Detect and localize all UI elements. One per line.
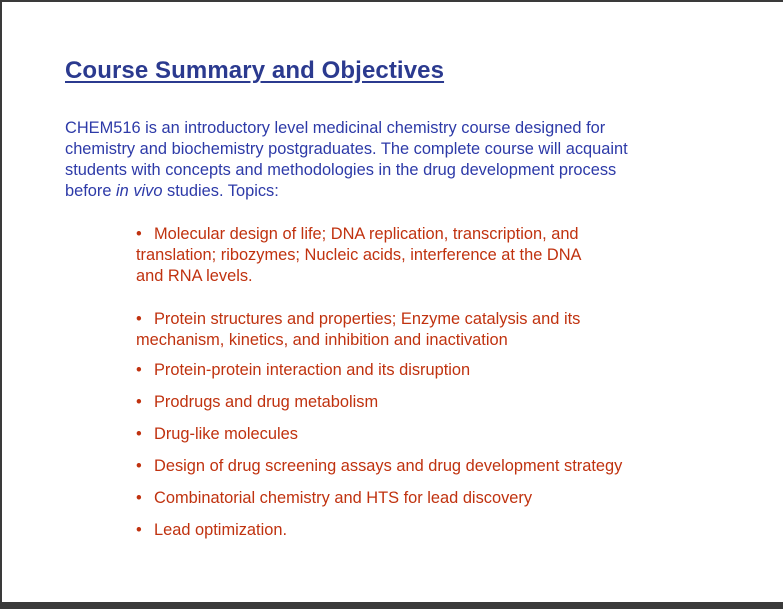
- bullet-icon: •: [136, 310, 142, 328]
- topic-text: Drug-like molecules: [154, 425, 298, 443]
- topic-line: [136, 309, 580, 330]
- bullet-icon: •: [136, 225, 142, 243]
- intro-line-3: students with concepts and methodologies in the drug development process: [65, 161, 617, 179]
- topic-text: Protein-protein interaction and its disruption: [154, 361, 471, 379]
- bullet-icon: •: [136, 361, 142, 379]
- intro-line-4: [65, 181, 705, 202]
- topic-line: [136, 488, 532, 509]
- topic-text: Design of drug screening assays and drug development strategy: [154, 457, 623, 475]
- bullet-icon: •: [136, 457, 142, 475]
- topic-item: [136, 360, 470, 381]
- document-page: [2, 2, 783, 602]
- topic-item: [136, 224, 581, 287]
- topic-line: [136, 456, 622, 477]
- intro-line-4-end: studies. Topics:: [162, 182, 279, 200]
- topic-line: [136, 392, 378, 413]
- topic-item: [136, 520, 287, 541]
- topic-line: [136, 520, 287, 541]
- topic-line: mechanism, kinetics, and inhibition and inactivation: [136, 331, 508, 349]
- intro-paragraph: [65, 118, 705, 202]
- bullet-icon: •: [136, 489, 142, 507]
- page-title: Course Summary and Objectives: [65, 57, 445, 84]
- topic-item: [136, 424, 298, 445]
- topic-item: [136, 488, 532, 509]
- topic-line: [136, 360, 470, 381]
- bullet-icon: •: [136, 521, 142, 539]
- topic-text: Prodrugs and drug metabolism: [154, 393, 379, 411]
- topic-line: translation; ribozymes; Nucleic acids, interference at the DNA: [136, 246, 582, 264]
- topic-item: [136, 456, 622, 477]
- topic-line: and RNA levels.: [136, 267, 253, 285]
- intro-line-4-start: before: [65, 182, 117, 200]
- topic-line: [136, 224, 581, 245]
- topic-line: [136, 424, 298, 445]
- intro-line-2: chemistry and biochemistry postgraduates. The complete course will acquaint: [65, 140, 628, 158]
- topic-text: Combinatorial chemistry and HTS for lead discovery: [154, 489, 533, 507]
- topic-item: [136, 392, 378, 413]
- topic-text: Molecular design of life; DNA replication, transcription, and: [154, 225, 579, 243]
- topic-item: [136, 309, 580, 351]
- bullet-icon: •: [136, 425, 142, 443]
- topic-text: Lead optimization.: [154, 521, 288, 539]
- intro-italic-term: in vivo: [116, 182, 163, 200]
- intro-line-1: CHEM516 is an introductory level medicinal chemistry course designed for: [65, 119, 606, 137]
- topic-text: Protein structures and properties; Enzyme catalysis and its: [154, 310, 581, 328]
- bullet-icon: •: [136, 393, 142, 411]
